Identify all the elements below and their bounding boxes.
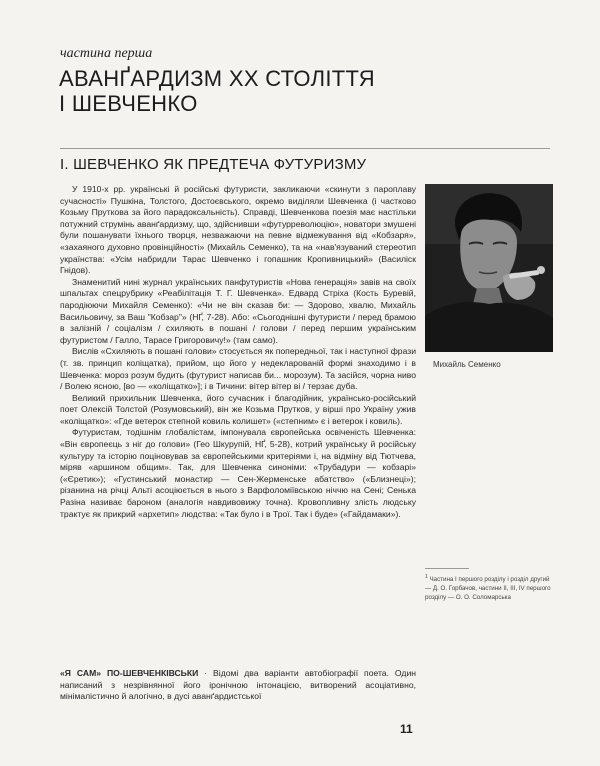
subsection-text: · Відомі два варіанти автобіографії поета. Один написаний з незрівнянної його іронічною інтонацією, витворений асоціативно, мінімалістично й алогічно, в дусі аванґардистської: [60, 668, 416, 702]
section-heading: I. ШЕВЧЕНКО ЯК ПРЕДТЕЧА ФУТУРИЗМУ: [60, 156, 367, 173]
paragraph-5: Футуристам, тодішнім глобалістам, імпонувала європейська освіченість Шевченка: «Він європеєць з ніг до голови» (Гео Шкурупій, НҐ, 5-28), котрий українську й російську культуру та історію поціновував за європейськими критеріями і, на відміну від Тютчева, міряв «аршином общим». Так, для Шевченка синоніми: «Трубадури — кобзарі» («Єретик»); «Густинський монастир — Сен-Жерменське абатство» («Близнеці»); різанина на річці Альті асоціюється в нього з Варфоломіївською ніччю на Сені; Сенька Разіна називає бароном (аналогія навдивовижу точна). Кровопливну злість людську трактує як прикрий «архетип» людства: «Так було і в Трої. Так і буде» («Гайдамаки»).: [60, 427, 416, 519]
footnote-divider: [425, 568, 469, 569]
page-number: 11: [400, 722, 413, 736]
chapter-title-line-1: АВАНҐАРДИЗМ XX СТОЛІТТЯ: [59, 66, 375, 91]
footnote-text: Частина I першого розділу і розділ другий — Д. О. Горбачов, частини II, III, IV першого розділу — О. О. Соломарська: [425, 576, 551, 602]
paragraph-1: У 1910-х рр. українські й російські футуристи, закликаючи «скинути з пароплаву сучасності» Пушкіна, Толстого, Достоєвського, окремо виділяли Шевченка (і частково Козьму Пруткова за його парадоксальність). Справді, Шевченкова поезія має настільки потужний струмінь аванґардизму, що, здійснивши «футурреволюцію», новатори змушені були пошанувати їхнього творця, незважаючи на певне відмежування від «Кобзаря», «захаяного духовно провінційності» (Михайль Семенко), та на «нав'язуваний стереотип українства: «Усім набридли Тарас Шевченко і гопашник Кропивницький» (Василіск Гнідов).: [60, 184, 416, 276]
footnote-marker: 1: [425, 574, 428, 580]
section-divider: [60, 148, 550, 149]
chapter-title-line-2: І ШЕВЧЕНКО: [59, 91, 198, 116]
paragraph-3: Вислів «Схиляють в пошані голови» стосується як попередньої, так і наступної фрази (т. зв. принцип коліщатка), прийом, що його у недекларованій формі знаходимо і в Шевченка: мороз розум будить (футурист написав би... морозум). Та засійся, чорна ниво / Волею ясною, [во — «коліщатко»]; і в Тичини: вітер вітер ві / терзає дуба.: [60, 346, 416, 392]
portrait-photo: [425, 184, 553, 352]
autobiography-paragraph: [60, 668, 416, 703]
chapter-title: [59, 66, 479, 116]
paragraph-2: Знаменитий нині журнал українських панфутуристів «Нова генерація» завів на своїх шпальтах спецрубрику «Реабілітація Т. Г. Шевченка». Едвард Стріха (Кость Буревій, пародіюючи Михайля Семенко): «Чи не він сказав би: — Здорово, хвалю, Михайль Васильовичу, за Ваш "Кобзар"» (НҐ, 7-28). Або: «Сьогоднішні футуристи / перед брамою в залізній / соціалізм / схиляють в пошані / голови / перед першим українським футуристом / Галло, Тарасе Григоровичу!» (там само).: [60, 276, 416, 345]
photo-caption: Михайль Семенко: [433, 360, 501, 369]
subsection-lead: «Я САМ» ПО-ШЕВЧЕНКІВСЬКИ: [60, 668, 199, 678]
part-label: частина перша: [60, 46, 153, 61]
body-text: [60, 184, 416, 520]
footnote: [425, 573, 553, 602]
paragraph-4: Великий прихильник Шевченка, його сучасник і благодійник, українсько-російський поет Олексій Толстой (Розумовський), він же Козьма Прутков, у вірші про Україну ужив «коліщатко»: «Где ветерок степной ковиль колишет» («степним» є і ветерок і ковиль).: [60, 392, 416, 426]
